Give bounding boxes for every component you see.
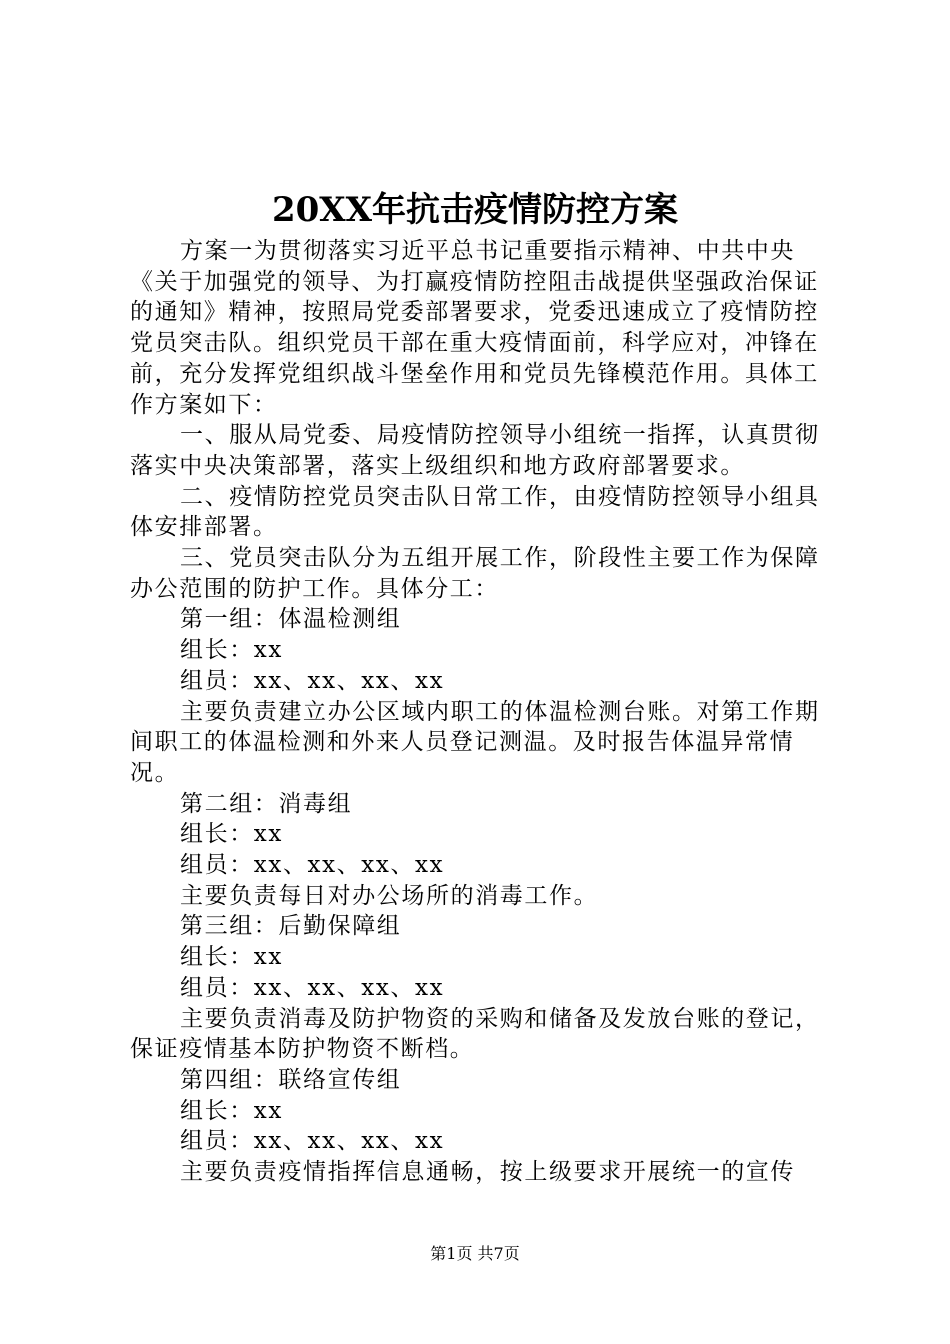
group-4-leader: 组长：xx xyxy=(180,1097,283,1124)
group-1-duty: 主要负责建立办公区域内职工的体温检测台账。对第工作期间职工的体温检测和外来人员登记测温。及时报告体温异常情况。 xyxy=(130,698,820,786)
group-1-heading: 第一组：体温检测组 xyxy=(180,606,402,633)
group-3-duty: 主要负责消毒及防护物资的采购和储备及发放台账的登记，保证疫情基本防护物资不断档。 xyxy=(130,1005,820,1063)
group-3-leader: 组长：xx xyxy=(180,944,283,971)
document-title: 20XX年抗击疫情防控方案 xyxy=(271,190,679,230)
group-2-duty: 主要负责每日对办公场所的消毒工作。 xyxy=(180,882,599,909)
group-4-members: 组员：xx、xx、xx、xx xyxy=(180,1128,445,1155)
group-2-members: 组员：xx、xx、xx、xx xyxy=(180,852,445,879)
group-2-leader: 组长：xx xyxy=(180,821,283,848)
group-4-heading: 第四组：联络宣传组 xyxy=(180,1066,402,1093)
group-4-duty: 主要负责疫情指挥信息通畅，按上级要求开展统一的宣传 xyxy=(180,1159,795,1186)
paragraph-item-2: 二、疫情防控党员突击队日常工作，由疫情防控领导小组具体安排部署。 xyxy=(130,483,820,541)
document-body xyxy=(130,236,836,1188)
paragraph-item-3: 三、党员突击队分为五组开展工作，阶段性主要工作为保障办公范围的防护工作。具体分工： xyxy=(130,545,820,602)
group-3-members: 组员：xx、xx、xx、xx xyxy=(180,974,445,1001)
paragraph-item-1: 一、服从局党委、局疫情防控领导小组统一指挥，认真贯彻落实中央决策部署，落实上级组织和地方政府部署要求。 xyxy=(130,422,820,479)
group-3-heading: 第三组：后勤保障组 xyxy=(180,913,402,940)
group-1-members: 组员：xx、xx、xx、xx xyxy=(180,667,445,694)
paragraph-intro: 方案一为贯彻落实习近平总书记重要指示精神、中共中央《关于加强党的领导、为打赢疫情防控阻击战提供坚强政治保证的通知》精神，按照局党委部署要求，党委迅速成立了疫情防控党员突击队。组织党员干部在重大疫情面前，科学应对，冲锋在前，充分发挥党组织战斗堡垒作用和党员先锋模范作用。具体工作方案如下： xyxy=(130,238,819,418)
group-2-heading: 第二组：消毒组 xyxy=(180,790,353,817)
page-footer: 第1页 共7页 xyxy=(430,1244,520,1263)
group-1-leader: 组长：xx xyxy=(180,637,283,664)
